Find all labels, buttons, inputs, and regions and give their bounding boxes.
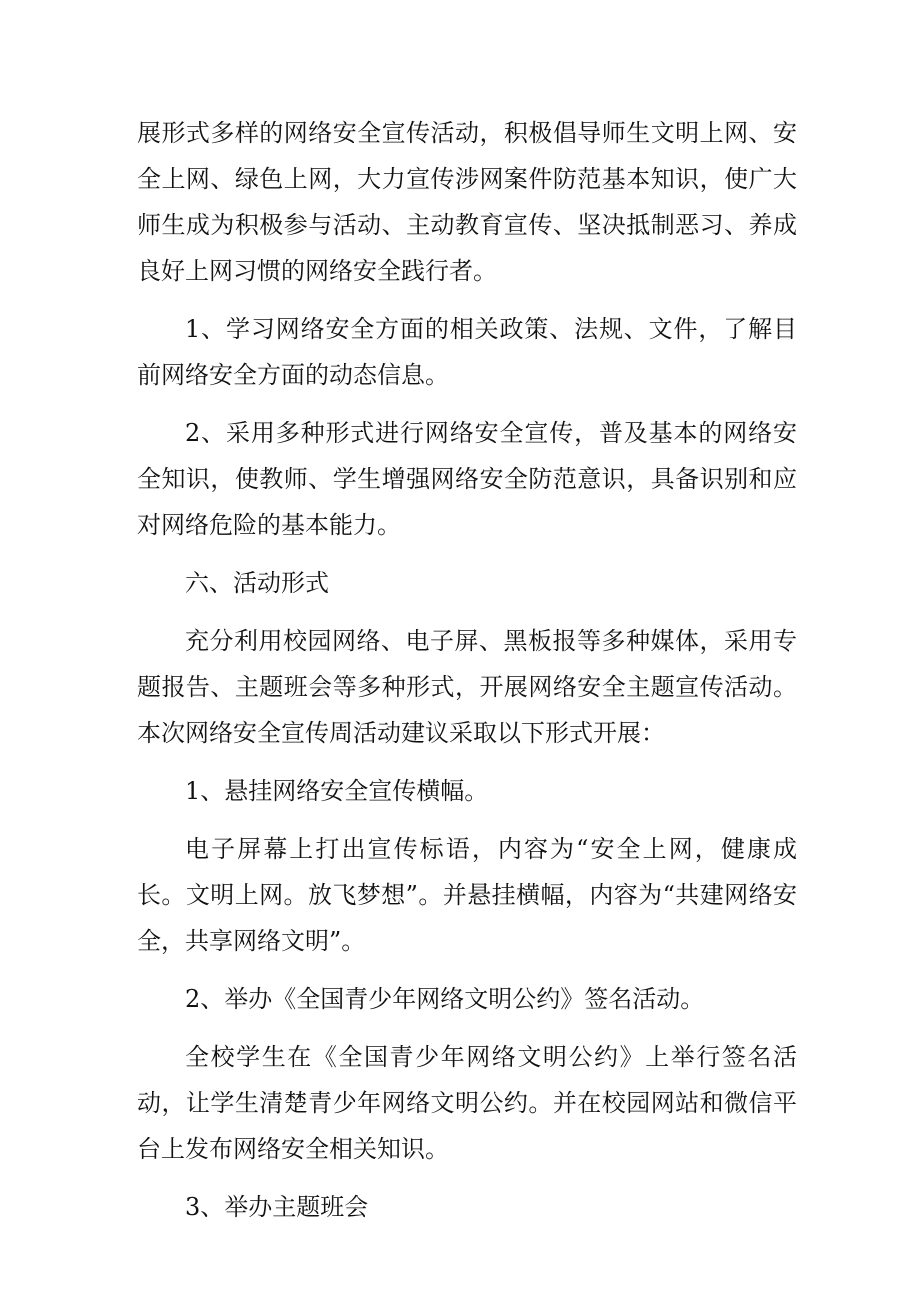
paragraph-item-1-title: 1、悬挂网络安全宣传横幅。 (185, 777, 489, 805)
paragraph-item-3-title: 3、举办主题班会 (185, 1193, 369, 1221)
paragraph-item-2-detail: 全校学生在《全国青少年网络文明公约》上举行签名活动，让学生清楚青少年网络文明公约。并在校园网站和微信平台上发布网络安全相关知识。 (137, 1043, 797, 1163)
section-heading-activity-form: 六、活动形式 (185, 569, 329, 597)
paragraph-intro-continued: 展形式多样的网络安全宣传活动，积极倡导师生文明上网、安全上网、绿色上网，大力宣传涉网案件防范基本知识，使广大师生成为积极参与活动、主动教育宣传、坚决抵制恶习、养成良好上网习惯的网络安全践行者。 (137, 119, 797, 285)
paragraph-activity-overview: 充分利用校园网络、电子屏、黑板报等多种媒体，采用专题报告、主题班会等多种形式，开展网络安全主题宣传活动。本次网络安全宣传周活动建议采取以下形式开展： (137, 627, 797, 747)
paragraph-goal-1: 1、学习网络安全方面的相关政策、法规、文件，了解目前网络安全方面的动态信息。 (137, 315, 797, 389)
paragraph-item-1-detail: 电子屏幕上打出宣传标语，内容为“安全上网，健康成长。文明上网。放飞梦想”。并悬挂横幅，内容为“共建网络安全，共享网络文明”。 (137, 835, 797, 955)
document-body (137, 110, 797, 1242)
paragraph-item-2-title: 2、举办《全国青少年网络文明公约》签名活动。 (185, 985, 705, 1013)
paragraph-goal-2: 2、采用多种形式进行网络安全宣传，普及基本的网络安全知识，使教师、学生增强网络安全防范意识，具备识别和应对网络危险的基本能力。 (137, 419, 797, 539)
